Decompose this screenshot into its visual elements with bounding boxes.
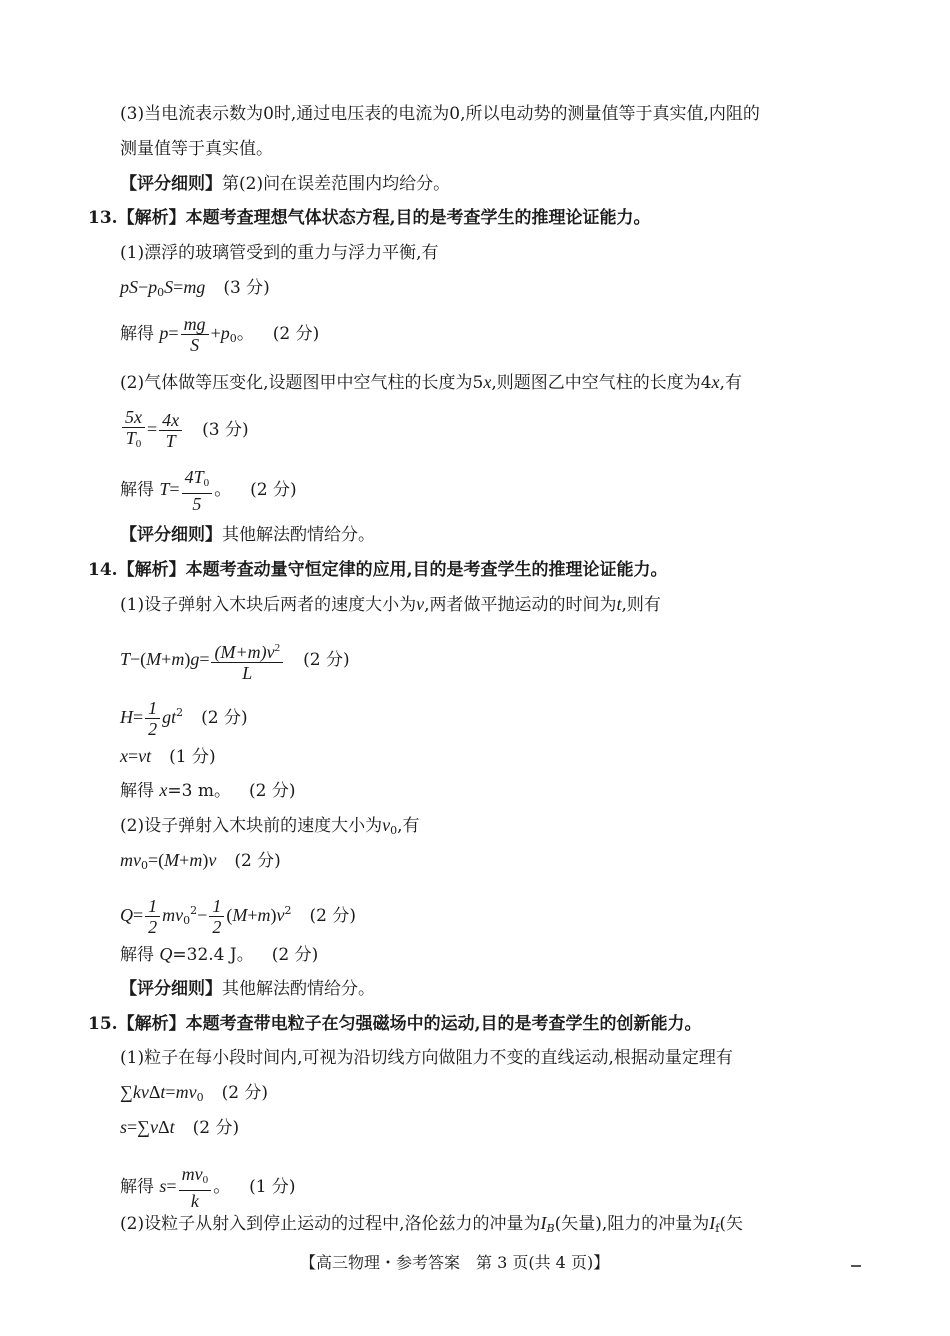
- q12-part3-line1: (3)当电流表示数为0时,通过电压表的电流为0,所以电动势的测量值等于真实值,内阻的: [120, 104, 760, 124]
- q13-scoring-note: 【评分细则】其他解法酌情给分。: [120, 525, 375, 545]
- q15-points-2: (2 分): [192, 1118, 240, 1138]
- q13-points-2: (2 分): [272, 324, 320, 344]
- fraction-5x-over-t0: $\frac{5x}{T0}$: [122, 407, 145, 454]
- q14-eq5: Q= $\frac{1}{2}$ $mv0^2-$ $\frac{1}{2}$ $(M+m)v^2$ (2 分): [120, 896, 356, 937]
- q15-intro: 本题考查带电粒子在匀强磁场中的运动,目的是考查学生的创新能力。: [185, 1014, 702, 1034]
- q14-number: 14.: [88, 560, 118, 580]
- q14-heading: 14.【解析】本题考查动量守恒定律的应用,目的是考查学生的推理论证能力。: [88, 560, 668, 580]
- q13-result1: 解得 p= $\frac{mg}{S}$ +p0。 (2 分): [120, 314, 320, 355]
- q14-part1-text: (1)设子弹射入木块后两者的速度大小为v,两者做平抛运动的时间为t,则有: [120, 594, 661, 615]
- q14-points-2: (2 分): [201, 708, 248, 728]
- q14-points-4: (2 分): [249, 781, 296, 801]
- fraction-4t0-over-5: $\frac{4T0}{5}$: [182, 467, 213, 514]
- q14-intro: 本题考查动量守恒定律的应用,目的是考查学生的推理论证能力。: [185, 560, 668, 580]
- q15-part2-text: (2)设粒子从射入到停止运动的过程中,洛伦兹力的冲量为IB(矢量),阻力的冲量为If(矢: [120, 1213, 743, 1235]
- q13-eq1: pS−p0S=mg (3 分): [120, 277, 270, 299]
- q14-points-6: (2 分): [309, 906, 356, 926]
- q12-scoring-note: [120, 173, 450, 195]
- q13-part1-text: (1)漂浮的玻璃管受到的重力与浮力平衡,有: [120, 243, 439, 263]
- q14-part2-text: (2)设子弹射入木块前的速度大小为v0,有: [120, 815, 420, 837]
- q15-eq1: ∑kvΔt=mv0 (2 分): [120, 1082, 269, 1104]
- page-footer: 【高三物理・参考答案 第 3 页(共 4 页)】: [300, 1253, 610, 1272]
- fraction-centripetal: $\frac{(M+m)v^2}{L}$: [211, 638, 283, 683]
- q12-part3-line2: 测量值等于真实值。: [120, 139, 273, 159]
- fraction-one-half-a: $\frac{1}{2}$: [145, 896, 160, 937]
- q13-part2-text: (2)气体做等压变化,设题图甲中空气柱的长度为5x,则题图乙中空气柱的长度为4x,有: [120, 372, 742, 393]
- q13-number: 13.: [88, 208, 118, 228]
- q15-eq2: s=∑vΔt (2 分): [120, 1117, 240, 1138]
- fraction-mv0-over-k: $\frac{mv0}{k}$: [179, 1164, 212, 1211]
- q13-intro: 本题考查理想气体状态方程,目的是考查学生的推理论证能力。: [185, 208, 651, 228]
- q14-points-3: (1 分): [169, 747, 216, 767]
- q15-heading: 15.【解析】本题考查带电粒子在匀强磁场中的运动,目的是考查学生的创新能力。: [88, 1014, 702, 1034]
- q14-scoring-note: 【评分细则】其他解法酌情给分。: [120, 979, 375, 999]
- q13-eq2: $\frac{5x}{T0}$ = $\frac{4x}{T}$ (3 分): [120, 407, 249, 454]
- solve-label: 解得: [120, 324, 154, 344]
- q13-points-4: (2 分): [250, 480, 297, 500]
- q14-points-5: (2 分): [234, 851, 281, 871]
- scoring-text: 第(2)问在误差范围内均给分。: [222, 174, 451, 194]
- q14-result1: 解得 x=3 m。 (2 分): [120, 780, 296, 801]
- q14-eq2: H= $\frac{1}{2}$ $gt^2$ (2 分): [120, 698, 248, 739]
- fraction-one-half-b: $\frac{1}{2}$: [209, 896, 224, 937]
- analysis-tag: 【解析】: [117, 208, 186, 228]
- q14-eq4: mv0=(M+m)v (2 分): [120, 850, 281, 872]
- fraction-mg-over-s: $\frac{mg}{S}$: [181, 314, 209, 355]
- q15-points-1: (2 分): [221, 1083, 269, 1103]
- corner-mark: [851, 1265, 861, 1267]
- q15-result1: 解得 s= $\frac{mv0}{k}$ 。 (1 分): [120, 1164, 296, 1211]
- q14-points-7: (2 分): [271, 945, 319, 965]
- scoring-tag: 【评分细则】: [120, 174, 222, 194]
- q15-points-3: (1 分): [249, 1177, 296, 1197]
- q15-part1-text: (1)粒子在每小段时间内,可视为沿切线方向做阻力不变的直线运动,根据动量定理有: [120, 1048, 733, 1068]
- q13-points-3: (3 分): [202, 420, 249, 440]
- q13-result2: 解得 T= $\frac{4T0}{5}$ 。 (2 分): [120, 467, 297, 514]
- fraction-one-half: $\frac{1}{2}$: [145, 698, 160, 739]
- q14-result2: 解得 Q=32.4 J。 (2 分): [120, 944, 319, 965]
- q14-eq1: T−(M+m)g= $\frac{(M+m)v^2}{L}$ (2 分): [120, 638, 350, 683]
- q13-points-1: (3 分): [223, 278, 270, 298]
- q15-number: 15.: [88, 1014, 118, 1034]
- q14-eq3: x=vt (1 分): [120, 746, 216, 767]
- q13-heading: [88, 207, 651, 229]
- q14-points-1: (2 分): [303, 650, 350, 670]
- fraction-4x-over-t: $\frac{4x}{T}$: [159, 410, 182, 451]
